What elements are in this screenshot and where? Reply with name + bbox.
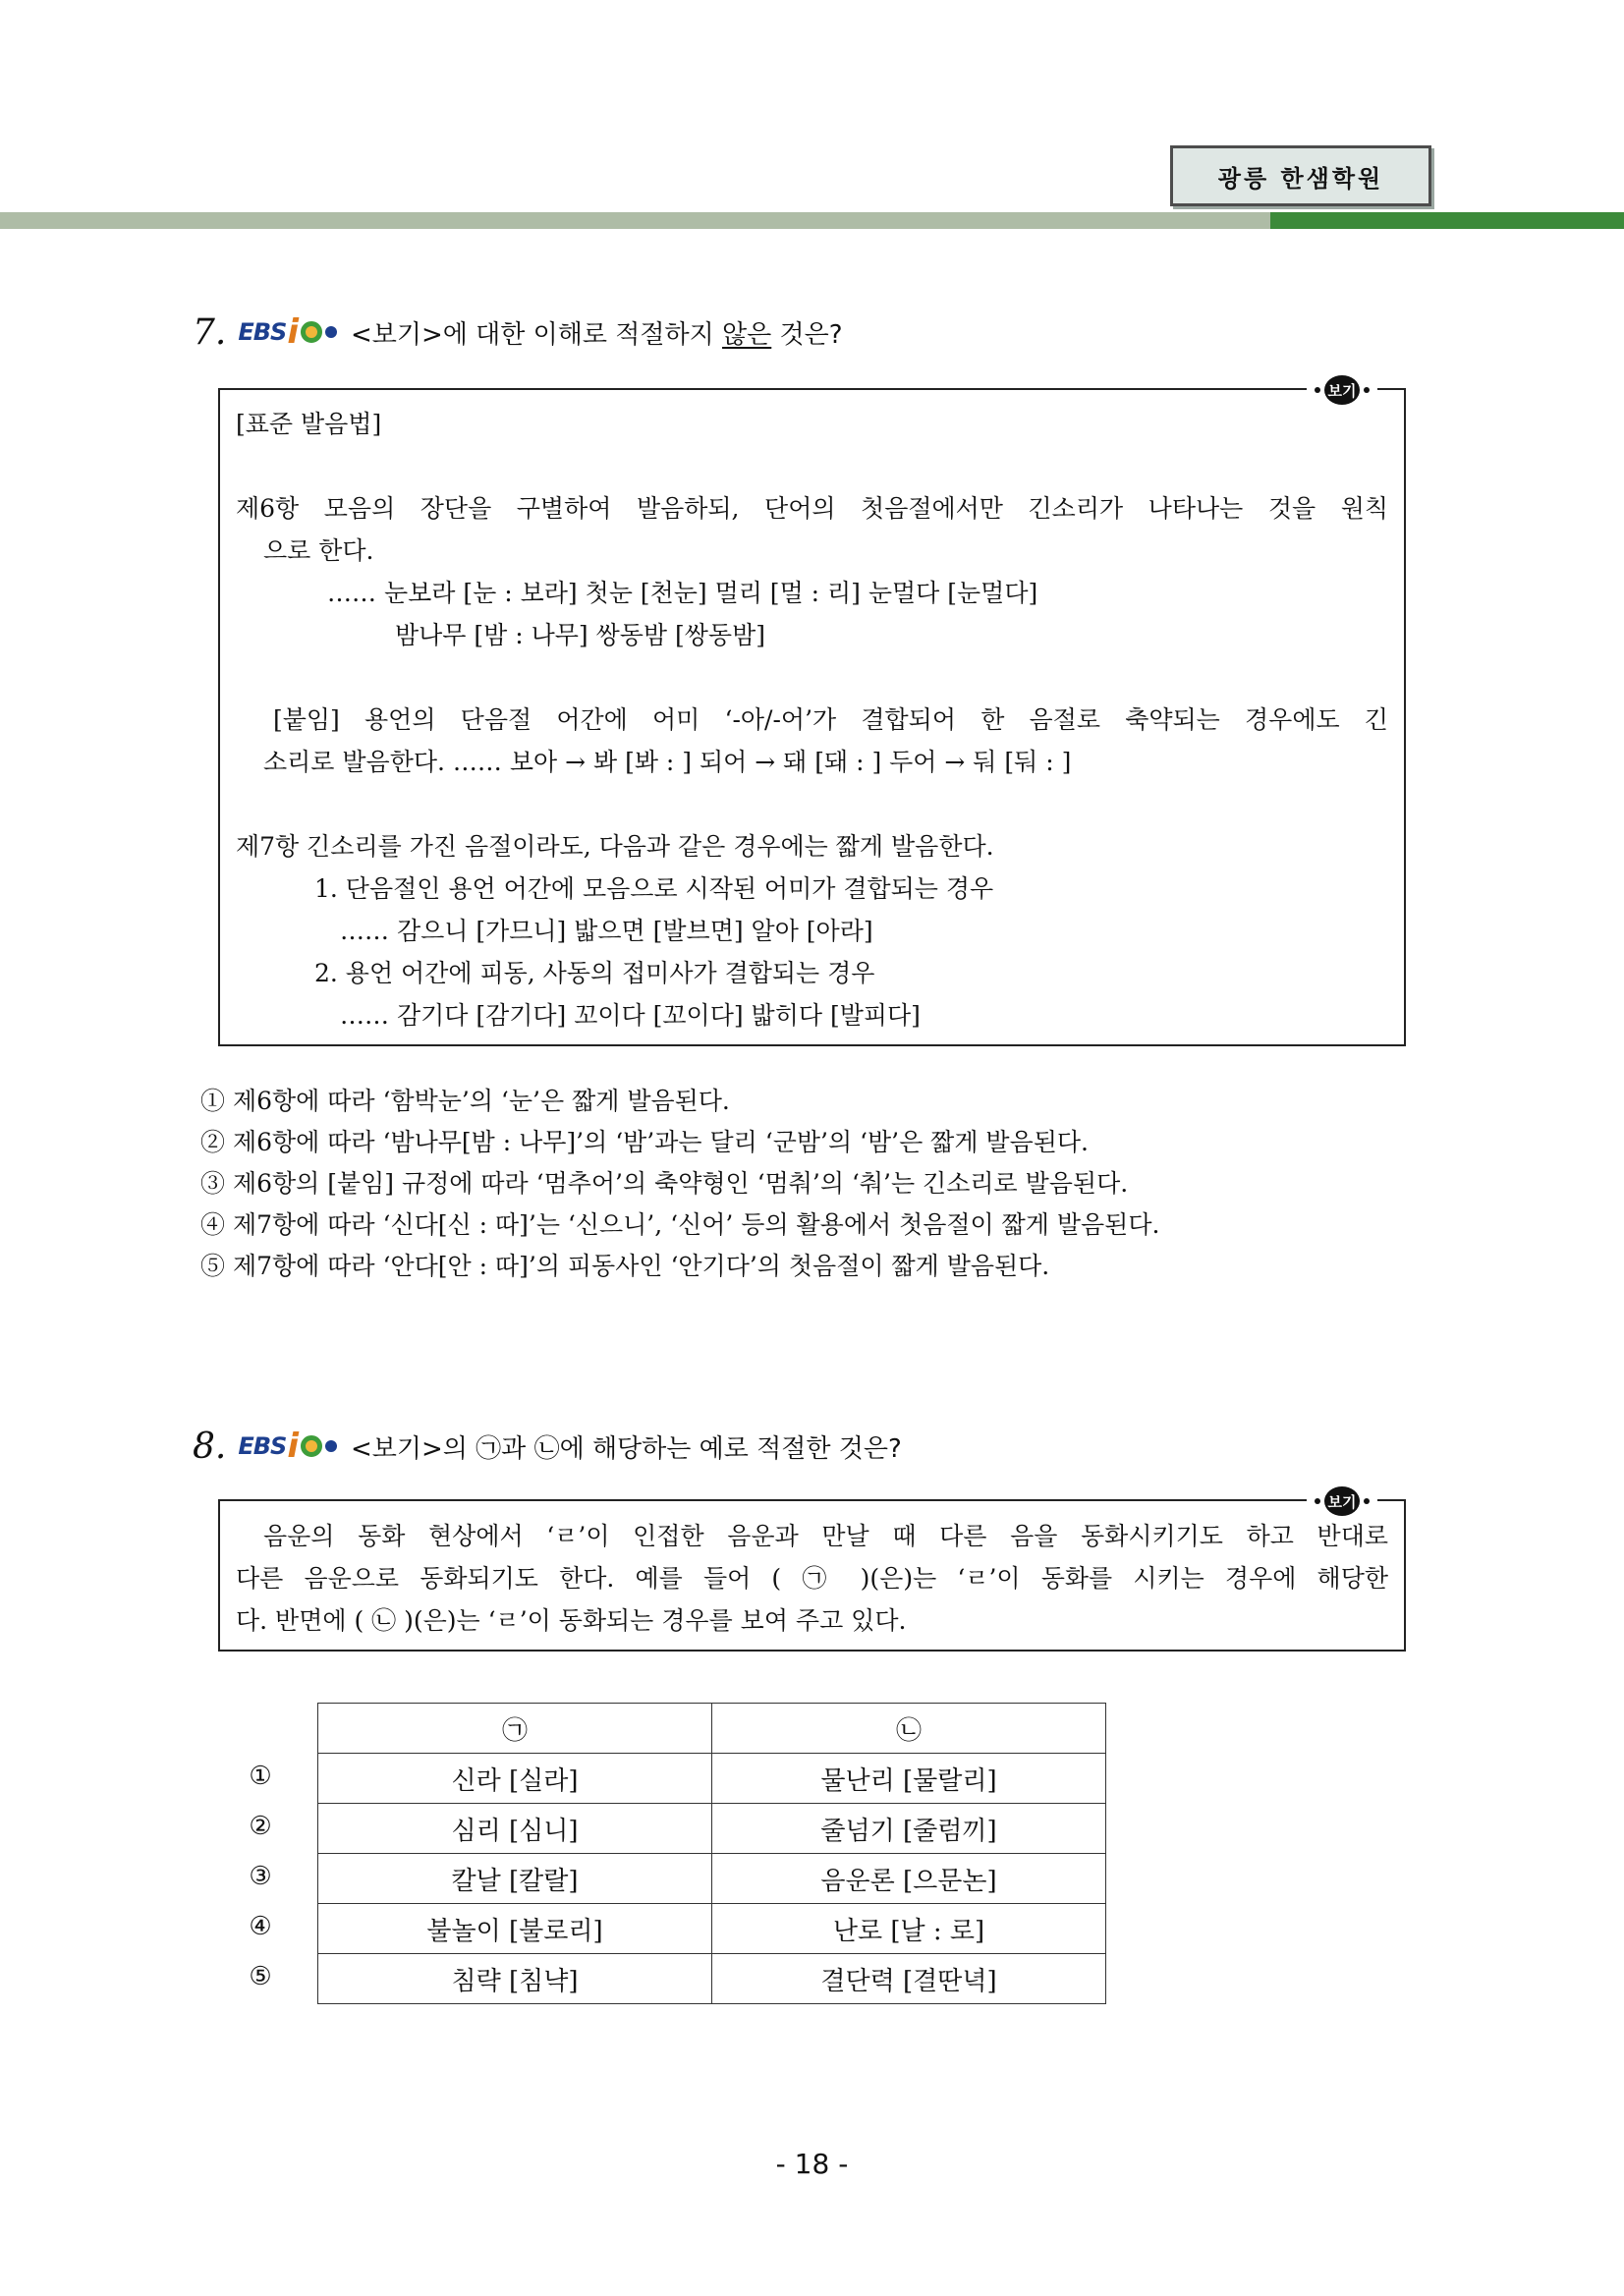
row-label[interactable]: ① <box>249 1762 272 1791</box>
table-row[interactable] <box>318 1904 1106 1954</box>
table-cell: 물난리 [물랄리] <box>712 1754 1106 1804</box>
bogi-line: 음운의 동화 현상에서 ‘ㄹ’이 인접한 음운과 만날 때 다른 음을 동화시키기도 하고 반대로 <box>263 1522 1388 1550</box>
row-label[interactable]: ③ <box>249 1862 272 1891</box>
answer-option-1[interactable]: ① 제6항에 따라 ‘함박눈’의 ‘눈’은 짧게 발음된다. <box>200 1087 730 1115</box>
bogi-line: …… 감기다 [감기다] 꼬이다 [꼬이다] 밟히다 [발피다] <box>340 1001 921 1030</box>
bogi-line: 1. 단음절인 용언 어간에 모음으로 시작된 어미가 결합되는 경우 <box>314 874 994 903</box>
ebsi-logo: EBS i <box>238 312 337 352</box>
bogi-label-7: 보기 <box>1307 375 1377 405</box>
ebsi-dot-icon <box>325 326 337 338</box>
bogi-label-8: 보기 <box>1307 1486 1377 1516</box>
page-number: - 18 - <box>775 2148 849 2180</box>
table-row[interactable] <box>318 1754 1106 1804</box>
question-prompt: <보기>에 대한 이해로 적절하지 않은 것은? <box>351 319 843 350</box>
answer-option-2[interactable]: ② 제6항에 따라 ‘밤나무[밤 : 나무]’의 ‘밤’과는 달리 ‘군밤’의 ‘밤’은 짧게 발음된다. <box>200 1128 1089 1156</box>
bogi-line: 소리로 발음한다. …… 보아 → 봐 [봐 : ] 되어 → 돼 [돼 : ] 두어 → 둬 [둬 : ] <box>263 748 1072 776</box>
table-header: ㉡ <box>712 1704 1106 1754</box>
table-cell: 음운론 [으문논] <box>712 1854 1106 1904</box>
table-cell: 심리 [심니] <box>318 1804 712 1854</box>
question-number: 8. <box>193 1426 227 1467</box>
ebsi-logo: EBS i <box>238 1427 337 1466</box>
table-cell: 줄넘기 [줄럼끼] <box>712 1804 1106 1854</box>
bogi-line: 으로 한다. <box>263 536 374 565</box>
table-header: ㉠ <box>318 1704 712 1754</box>
table-cell: 침략 [침냑] <box>318 1954 712 2004</box>
question-prompt: <보기>의 ㉠과 ㉡에 해당하는 예로 적절한 것은? <box>351 1433 902 1464</box>
answer-option-3[interactable]: ③ 제6항의 [붙임] 규정에 따라 ‘멈추어’의 축약형인 ‘멈춰’의 ‘춰’는 긴소리로 발음된다. <box>200 1169 1129 1198</box>
header-bar-left <box>0 212 1270 229</box>
bogi-line: [붙임] 용언의 단음절 어간에 어미 ‘-아/-어’가 결합되어 한 음절로 축약되는 경우에도 긴 <box>273 705 1388 734</box>
bogi-line: 제6항 모음의 장단을 구별하여 발음하되, 단어의 첫음절에서만 긴소리가 나타나는 것을 원칙 <box>236 494 1388 523</box>
table-row[interactable] <box>318 1954 1106 2004</box>
bogi-line: 다. 반면에 ( ㉡ )(은)는 ‘ㄹ’이 동화되는 경우를 보여 주고 있다. <box>236 1606 907 1635</box>
table-row[interactable] <box>318 1804 1106 1854</box>
row-label[interactable]: ⑤ <box>249 1962 272 1991</box>
table-cell: 신라 [실라] <box>318 1754 712 1804</box>
ebsi-dot-icon <box>325 1440 337 1452</box>
bogi-line: …… 눈보라 [눈 : 보라] 첫눈 [천눈] 멀리 [멀 : 리] 눈멀다 [눈멀다] <box>327 579 1038 607</box>
question-number: 7. <box>193 311 227 353</box>
bogi-title: [표준 발음법] <box>236 410 382 438</box>
table-header-row <box>318 1704 1106 1754</box>
bogi-line: …… 감으니 [가므니] 밟으면 [발브면] 알아 [아라] <box>340 917 873 945</box>
answer-option-4[interactable]: ④ 제7항에 따라 ‘신다[신 : 따]’는 ‘신으니’, ‘신어’ 등의 활용에서 첫음절이 짧게 발음된다. <box>200 1210 1160 1239</box>
bogi-line: 다른 음운으로 동화되기도 한다. 예를 들어 ( ㉠ )(은)는 ‘ㄹ’이 동화를 시키는 경우에 해당한 <box>236 1564 1388 1593</box>
bogi-line: 2. 용언 어간에 피동, 사동의 접미사가 결합되는 경우 <box>314 959 875 987</box>
academy-label: 광릉 한샘학원 <box>1170 145 1431 206</box>
row-label[interactable]: ④ <box>249 1912 272 1941</box>
bogi-line: 밤나무 [밤 : 나무] 쌍동밤 [쌍동밤] <box>395 621 765 649</box>
ebsi-ring-icon <box>301 1435 322 1457</box>
table-row[interactable] <box>318 1854 1106 1904</box>
answer-table <box>317 1703 1106 2004</box>
row-label[interactable]: ② <box>249 1812 272 1841</box>
ebsi-ring-icon <box>301 321 322 343</box>
question-8-heading <box>193 1422 902 1471</box>
bogi-line: 제7항 긴소리를 가진 음절이라도, 다음과 같은 경우에는 짧게 발음한다. <box>236 832 994 861</box>
answer-option-5[interactable]: ⑤ 제7항에 따라 ‘안다[안 : 따]’의 피동사인 ‘안기다’의 첫음절이 짧게 발음된다. <box>200 1252 1050 1280</box>
header-bar-right <box>1270 212 1624 229</box>
table-cell: 칼날 [칼랄] <box>318 1854 712 1904</box>
table-cell: 난로 [날 : 로] <box>712 1904 1106 1954</box>
table-cell: 결단력 [결딴녁] <box>712 1954 1106 2004</box>
question-7-heading <box>193 308 843 357</box>
table-cell: 불놀이 [불로리] <box>318 1904 712 1954</box>
